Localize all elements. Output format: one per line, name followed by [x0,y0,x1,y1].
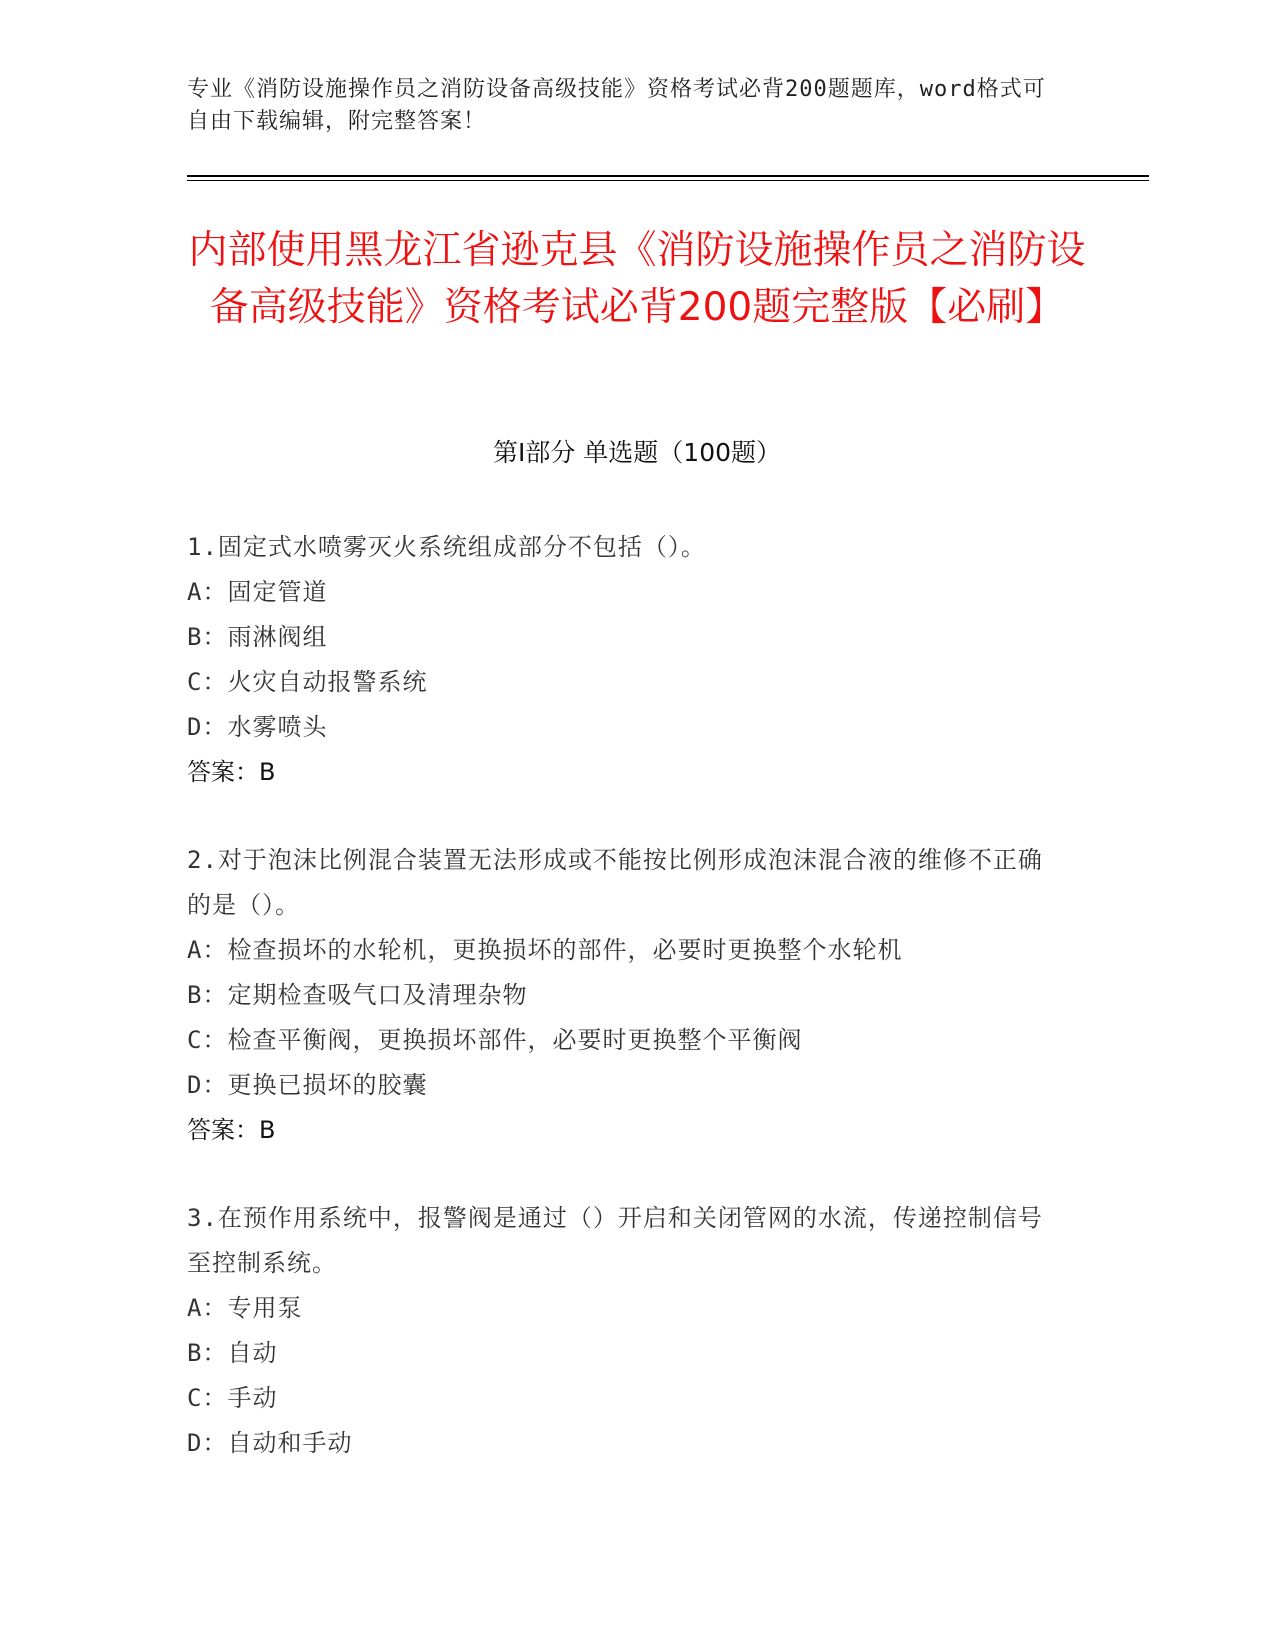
header-note: 专业《消防设施操作员之消防设备高级技能》资格考试必背200题题库，word格式可自由下载编辑，附完整答案！ [187,77,1046,134]
header-rule-thin [187,180,1149,181]
section-heading: 第Ⅰ部分 单选题（100题） [492,438,782,467]
option-c: C：手动 [187,1384,278,1412]
option-d: D：更换已损坏的胶囊 [187,1071,428,1099]
answer: 答案：B [187,758,276,786]
option-b: B：定期检查吸气口及清理杂物 [187,981,528,1009]
option-c: C：检查平衡阀，更换损坏部件，必要时更换整个平衡阀 [187,1026,803,1054]
option-a: A：检查损坏的水轮机，更换损坏的部件，必要时更换整个水轮机 [187,936,903,964]
option-b: B：自动 [187,1339,278,1367]
question-3 [187,1196,1067,1466]
option-c: C：火灾自动报警系统 [187,668,428,696]
question-stem: 1.固定式水喷雾灭火系统组成部分不包括（）。 [187,533,706,561]
header-rule-thick [187,175,1149,177]
document-title: 内部使用黑龙江省逊克县《消防设施操作员之消防设备高级技能》资格考试必背200题完整版【必刷】 [188,228,1086,330]
option-a: A：专用泵 [187,1294,303,1322]
option-d: D：水雾喷头 [187,713,328,741]
question-1 [187,525,1067,795]
question-2 [187,838,1067,1153]
option-a: A：固定管道 [187,578,328,606]
option-d: D：自动和手动 [187,1429,353,1457]
question-stem: 2.对于泡沫比例混合装置无法形成或不能按比例形成泡沫混合液的维修不正确的是（）。 [187,846,1043,919]
question-stem: 3.在预作用系统中，报警阀是通过（）开启和关闭管网的水流，传递控制信号至控制系统。 [187,1204,1043,1277]
option-b: B：雨淋阀组 [187,623,328,651]
question-list [187,525,1067,1509]
answer: 答案：B [187,1116,276,1144]
